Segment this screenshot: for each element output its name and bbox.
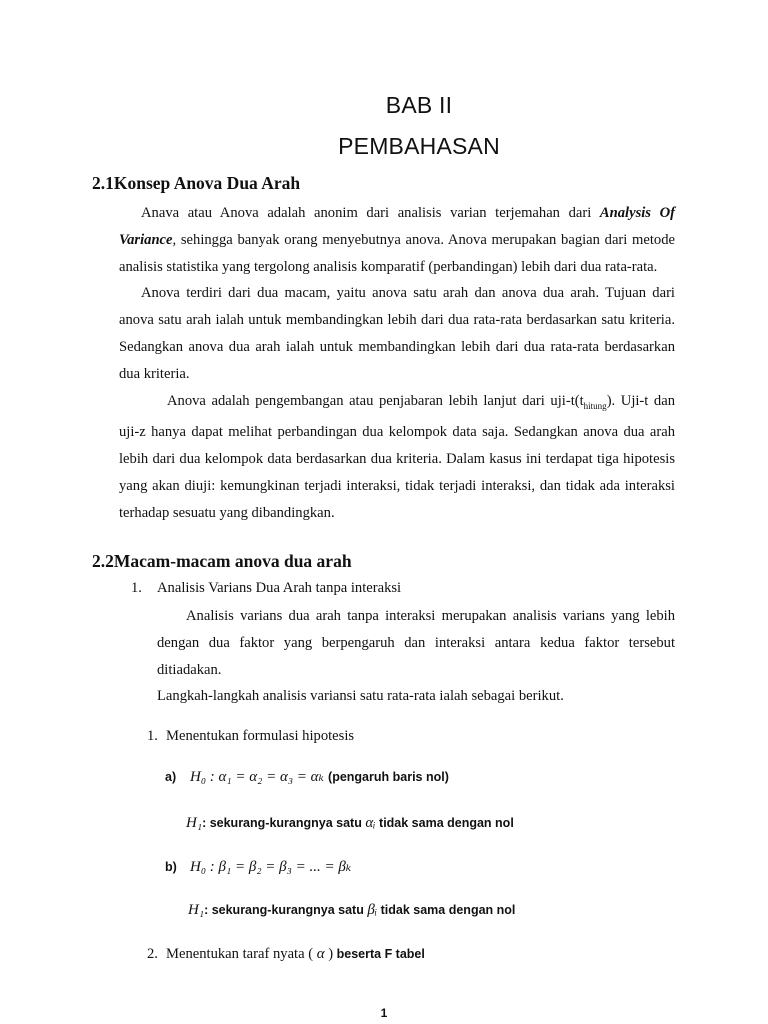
- h1-text: : sekurang-kurangnya satu: [202, 816, 366, 830]
- section-number: 2.1: [92, 173, 114, 193]
- paragraph-1: [119, 200, 675, 280]
- step-text: Menentukan taraf nyata (: [166, 946, 314, 962]
- paragraph-text: ). Uji-t dan uji-z hanya dapat melihat perbandingan dua kelompok data saja. Sedangkan anova dua arah lebih dari dua kelompok data berdasarkan dua kriteria. Dalam kasus ini terdapat tiga hipotesis yang akan diuji: kemungkinan terjadi interaksi, tidak terjadi interaksi, dan tidak ada interaksi terhadap sesuatu yang dibandingkan.: [119, 392, 675, 521]
- paragraph-text: Anava atau Anova adalah anonim dari analisis varian terjemahan dari: [141, 205, 600, 221]
- paragraph-text: , sehingga banyak orang menyebutnya anova. Anova merupakan bagian dari metode analisis statistika yang tergolong analisis komparatif (perbandingan) lebih dari dua rata-rata.: [119, 231, 675, 275]
- h1-text: tidak sama dengan nol: [375, 816, 514, 830]
- step-title: Menentukan formulasi hipotesis: [166, 728, 355, 744]
- section-number: 2.2: [92, 551, 114, 571]
- hypothesis-a-line: [190, 767, 449, 786]
- h1-symbol: H₁: [186, 815, 203, 831]
- step-number: 1.: [147, 728, 158, 744]
- step-text: ): [328, 946, 334, 962]
- section-body-2-1: [119, 200, 675, 526]
- step-number: 2.: [147, 946, 158, 962]
- paragraph-text: Anova adalah pengembangan atau penjabaran lebih lanjut dari uji-t(t: [167, 392, 584, 409]
- chapter-label: BAB II: [385, 92, 453, 118]
- list-paragraph-1: Analisis varians dua arah tanpa interaksi merupakan analisis varians yang lebih dengan dua faktor yang berpengaruh dan interaksi antara kedua faktor tersebut ditiadakan.: [157, 608, 675, 678]
- page-number: 1: [380, 1006, 388, 1020]
- hypothesis-b-line: [190, 857, 351, 876]
- section-title: Macam-macam anova dua arah: [113, 551, 352, 571]
- alternative-hypothesis-b: [188, 901, 515, 919]
- list-item-number: 1.: [131, 580, 142, 596]
- section-title: Konsep Anova Dua Arah: [113, 173, 301, 193]
- list-paragraph-2: Langkah-langkah analisis variansi satu rata-rata ialah sebagai berikut.: [157, 688, 564, 705]
- hypothesis-formula: H₀ : β₁ = β₂ = β₃ = ... = βₖ: [190, 859, 352, 875]
- h1-text: : sekurang-kurangnya satu: [204, 903, 368, 917]
- paragraph-2: Anova terdiri dari dua macam, yaitu anova satu arah dan anova dua arah. Tujuan dari anova satu arah ialah untuk membandingkan lebih dari dua rata-rata berdasarkan satu kriteria. Sedangkan anova dua arah ialah untuk membandingkan lebih dari dua rata-rata berdasarkan dua kriteria.: [119, 285, 675, 382]
- section-heading-2-1: [92, 173, 300, 194]
- sub-item-label-b: b): [165, 860, 177, 874]
- paragraph-3: [119, 388, 675, 527]
- section-heading-2-2: [92, 551, 352, 572]
- beta-symbol: βᵢ: [367, 902, 378, 918]
- sub-item-label-a: a): [165, 770, 177, 784]
- step-text-bold: beserta F tabel: [333, 947, 425, 961]
- h1-symbol: H₁: [188, 902, 205, 918]
- alpha-symbol: α: [316, 946, 325, 962]
- step-title: [166, 946, 425, 963]
- alpha-symbol: αᵢ: [365, 815, 376, 831]
- emphasis-term: Analysis Of Variance: [119, 205, 675, 248]
- subscript-text: hitung: [583, 400, 607, 411]
- list-item-body: [157, 603, 675, 710]
- hypothesis-formula: H₀ : α₁ = α₂ = α₃ = αₖ: [190, 769, 325, 785]
- list-item-title: Analisis Varians Dua Arah tanpa interaksi: [157, 580, 402, 596]
- h1-text: tidak sama dengan nol: [377, 903, 516, 917]
- hypothesis-note: (pengaruh baris nol): [328, 770, 449, 784]
- alternative-hypothesis-a: [186, 814, 514, 832]
- chapter-title: PEMBAHASAN: [338, 133, 500, 159]
